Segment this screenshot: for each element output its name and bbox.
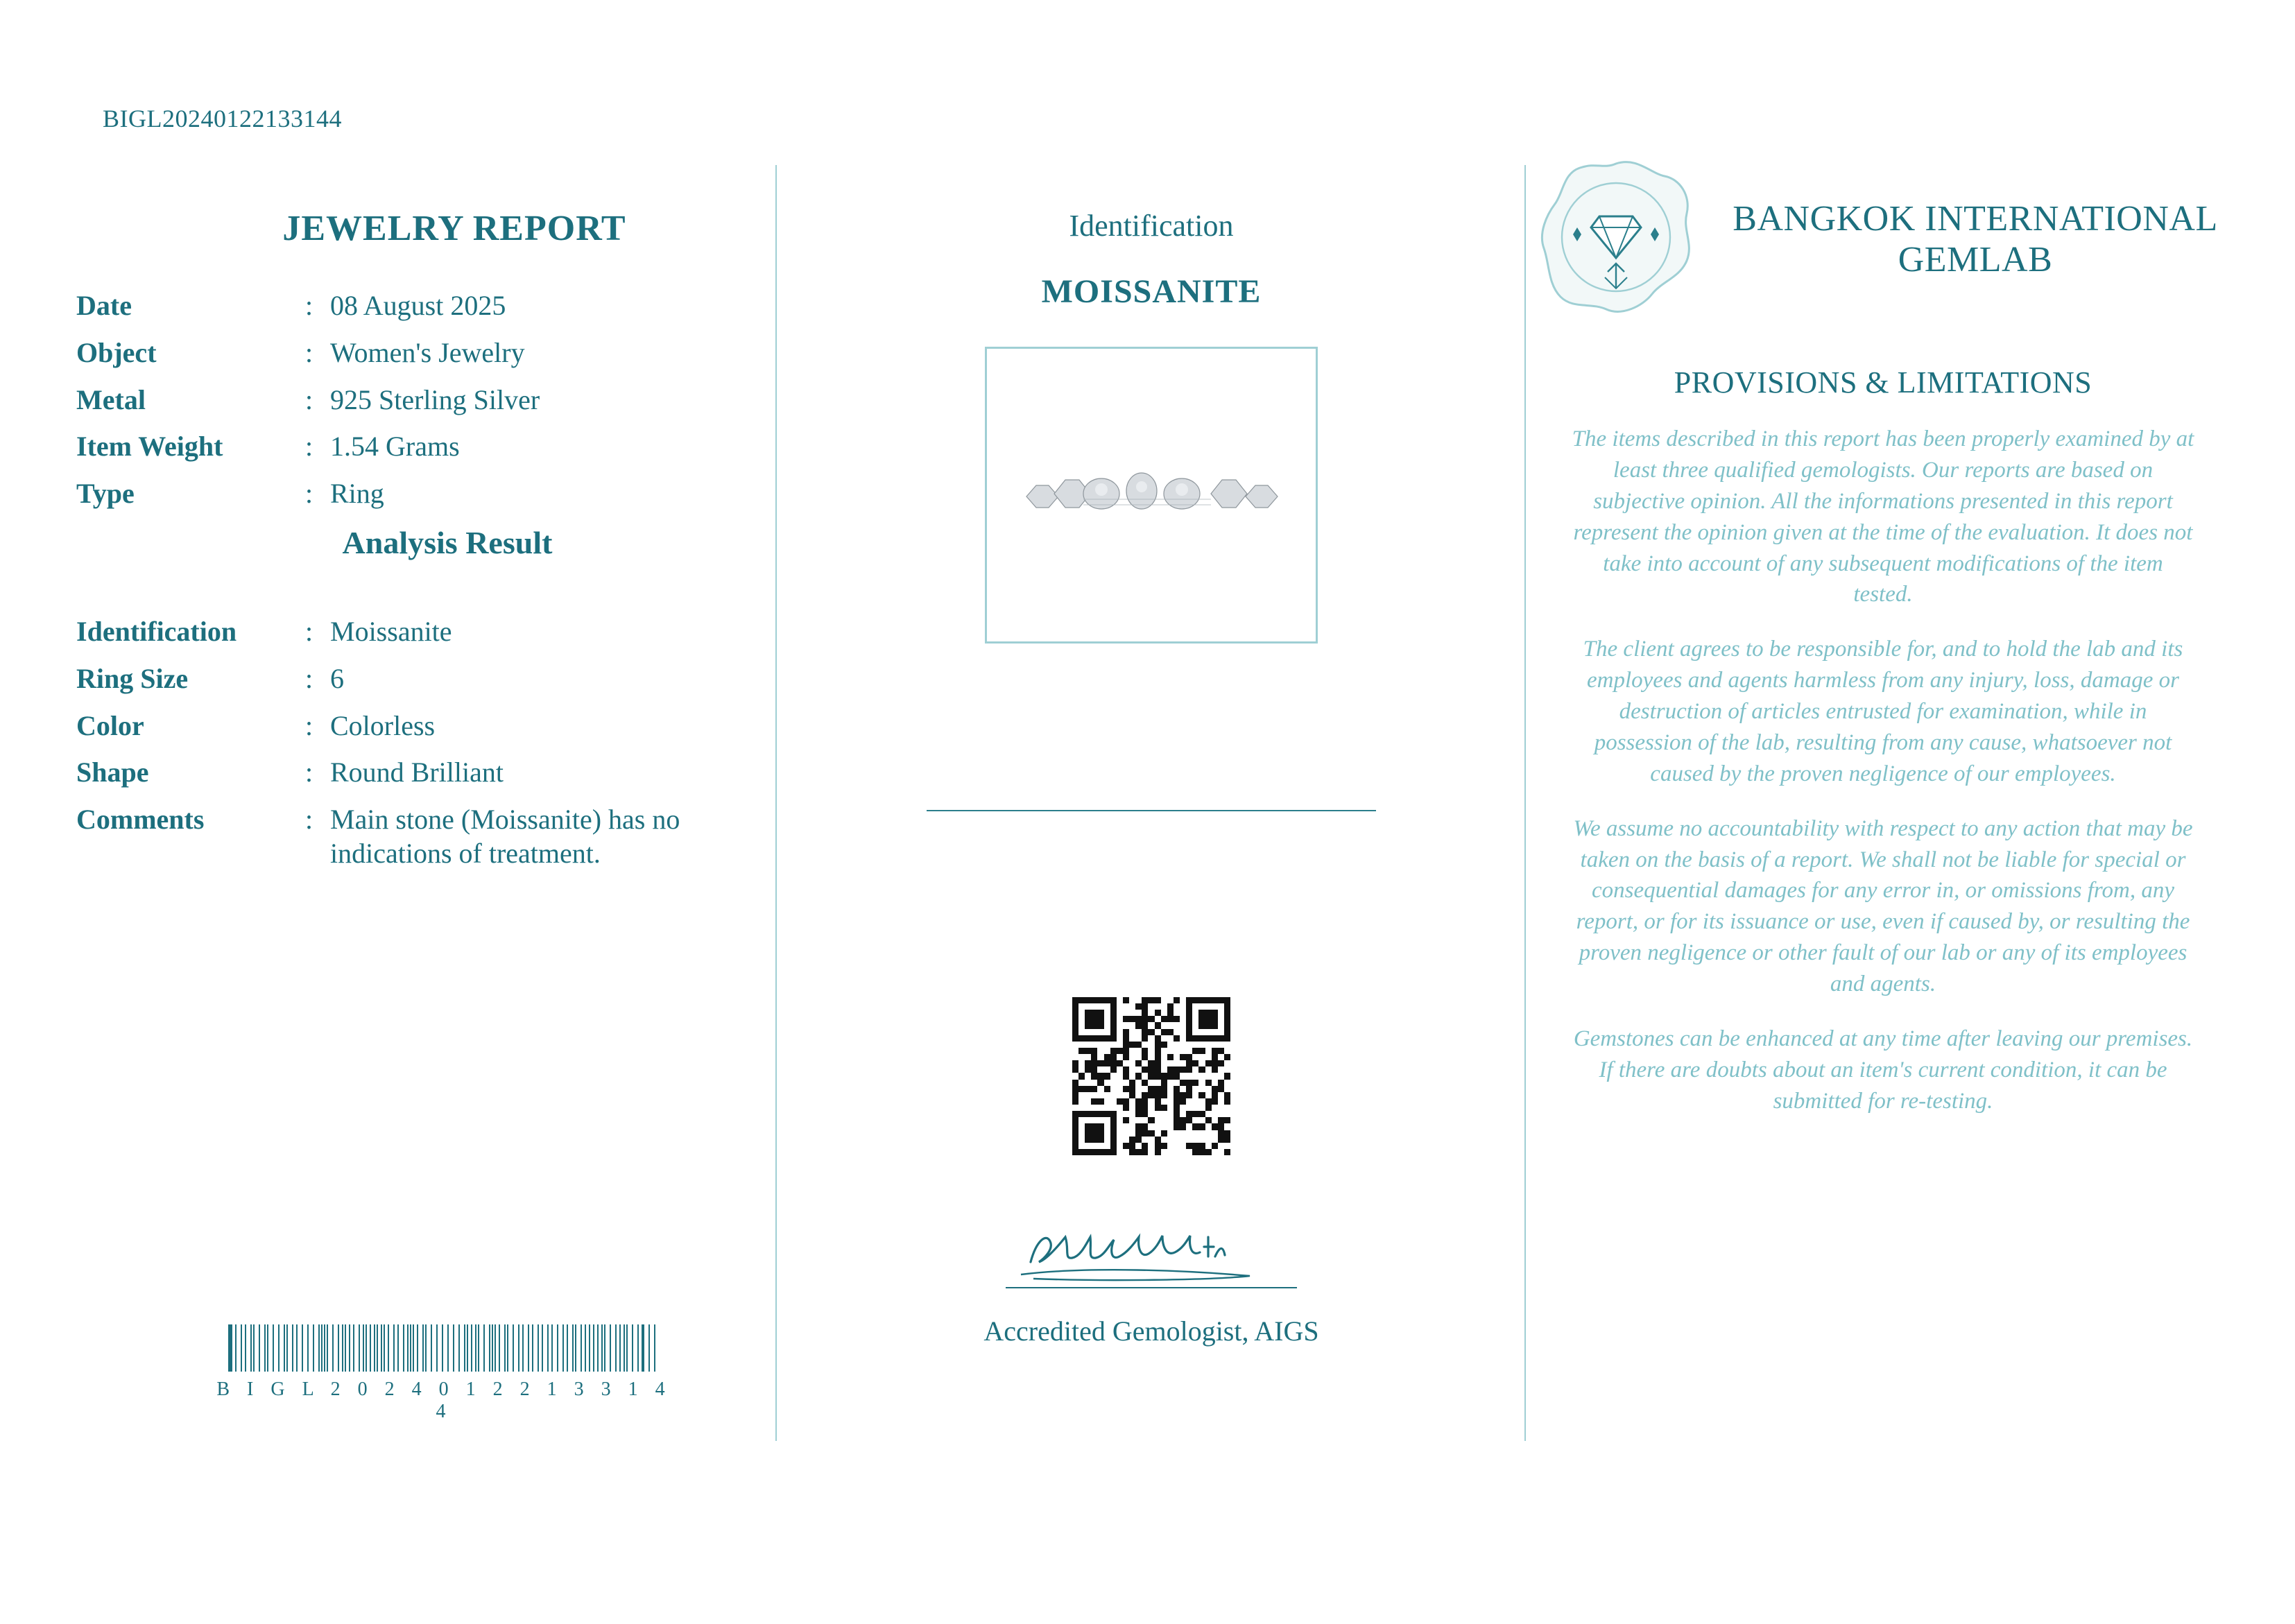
barcode-block — [208, 1324, 680, 1423]
detail-label: Date — [76, 290, 132, 321]
detail-row — [76, 336, 763, 370]
result-label: Shape — [76, 757, 149, 788]
result-value: Moissanite — [330, 615, 452, 647]
provisions-paragraph: We assume no accountability with respect to any action that may be taken on the basis of a report. We shall not be liable for special or consequential damages for any error in, or omissions from, any report, or for its issuance or use, even if caused by, or resulting the proven negligence or other fault of our lab or any of its employees and agents. — [1573, 815, 2193, 996]
detail-colon: : — [305, 290, 313, 321]
result-label: Comments — [76, 804, 205, 836]
detail-row — [76, 477, 763, 511]
gem-photo-frame — [985, 347, 1318, 643]
report-number: BIGL20240122133144 — [103, 105, 342, 132]
detail-value: 925 Sterling Silver — [330, 383, 540, 415]
detail-label: Metal — [76, 383, 146, 415]
column-divider-right — [1524, 165, 1526, 1441]
result-label: Ring Size — [76, 662, 189, 694]
result-colon: : — [305, 662, 313, 694]
result-colon: : — [305, 615, 313, 647]
ring-photo — [1013, 453, 1290, 537]
detail-colon: : — [305, 383, 313, 415]
result-row — [76, 803, 763, 871]
signature-line — [1006, 1287, 1297, 1288]
detail-value: 08 August 2025 — [330, 290, 506, 321]
detail-row — [76, 430, 763, 464]
identification-label: Identification — [1069, 209, 1234, 243]
left-column — [76, 208, 763, 884]
result-colon: : — [305, 757, 313, 788]
result-row — [76, 756, 763, 790]
detail-colon: : — [305, 336, 313, 368]
item-details-list — [76, 289, 763, 511]
signature-block — [1006, 1216, 1297, 1293]
detail-value: Women's Jewelry — [330, 336, 525, 368]
column-divider-left — [775, 165, 777, 1441]
right-column — [1533, 153, 2233, 1117]
barcode-image — [208, 1324, 680, 1372]
brand-header — [1533, 153, 2233, 326]
gem-name: MOISSANITE — [1041, 273, 1262, 310]
result-value: 6 — [330, 662, 344, 694]
detail-value: 1.54 Grams — [330, 431, 460, 463]
brand-name: BANGKOK INTERNATIONAL GEMLAB — [1733, 198, 2218, 279]
result-value: Round Brilliant — [330, 757, 504, 788]
provisions-paragraph: Gemstones can be enhanced at any time after leaving our premises. If there are doubts about an item's current condition, it can be submitted for re-testing. — [1573, 1026, 2193, 1114]
analysis-result-heading: Analysis Result — [342, 524, 553, 560]
provisions-paragraph: The client agrees to be responsible for, and to hold the lab and its employees and agents harmless from any injury, loss, damage or destruction of articles entrusted for examination, while in possession of the lab, resulting from any cause, whatsoever not caused by the proven negligence of our employees. — [1583, 637, 2183, 786]
provisions-title: PROVISIONS & LIMITATIONS — [1674, 365, 2092, 399]
provisions-paragraph: The items described in this report has been properly examined by at least three qualified gemologists. Our reports are based on subjective opinion. All the informations presented in this report represent the opinion given at the time of the evaluation. It does not take into account of any subsequent modifications of the item tested. — [1572, 426, 2194, 607]
result-row — [76, 662, 763, 696]
detail-label: Object — [76, 336, 157, 368]
detail-colon: : — [305, 431, 313, 463]
detail-row — [76, 289, 763, 323]
qr-code[interactable] — [1072, 997, 1230, 1155]
detail-value: Ring — [330, 478, 384, 510]
result-value: Main stone (Moissanite) has no indications of treatment. — [330, 804, 680, 869]
signature-mark — [1006, 1216, 1297, 1286]
result-label: Identification — [76, 615, 237, 647]
result-value: Colorless — [330, 709, 436, 741]
detail-label: Item Weight — [76, 431, 223, 463]
page-title: JEWELRY REPORT — [282, 209, 626, 248]
result-row — [76, 709, 763, 743]
detail-colon: : — [305, 478, 313, 510]
result-colon: : — [305, 804, 313, 836]
result-colon: : — [305, 709, 313, 741]
analysis-result-list — [76, 615, 763, 871]
detail-row — [76, 383, 763, 417]
center-horizontal-rule — [927, 810, 1376, 811]
result-row — [76, 615, 763, 649]
detail-label: Type — [76, 478, 135, 510]
result-label: Color — [76, 709, 144, 741]
gemlab-logo-icon — [1533, 153, 1699, 326]
accredited-gemologist-label: Accredited Gemologist, AIGS — [983, 1315, 1319, 1347]
center-column — [784, 208, 1519, 1347]
barcode-text: B I G L 2 0 2 4 0 1 2 2 1 3 3 1 4 4 — [216, 1379, 671, 1422]
